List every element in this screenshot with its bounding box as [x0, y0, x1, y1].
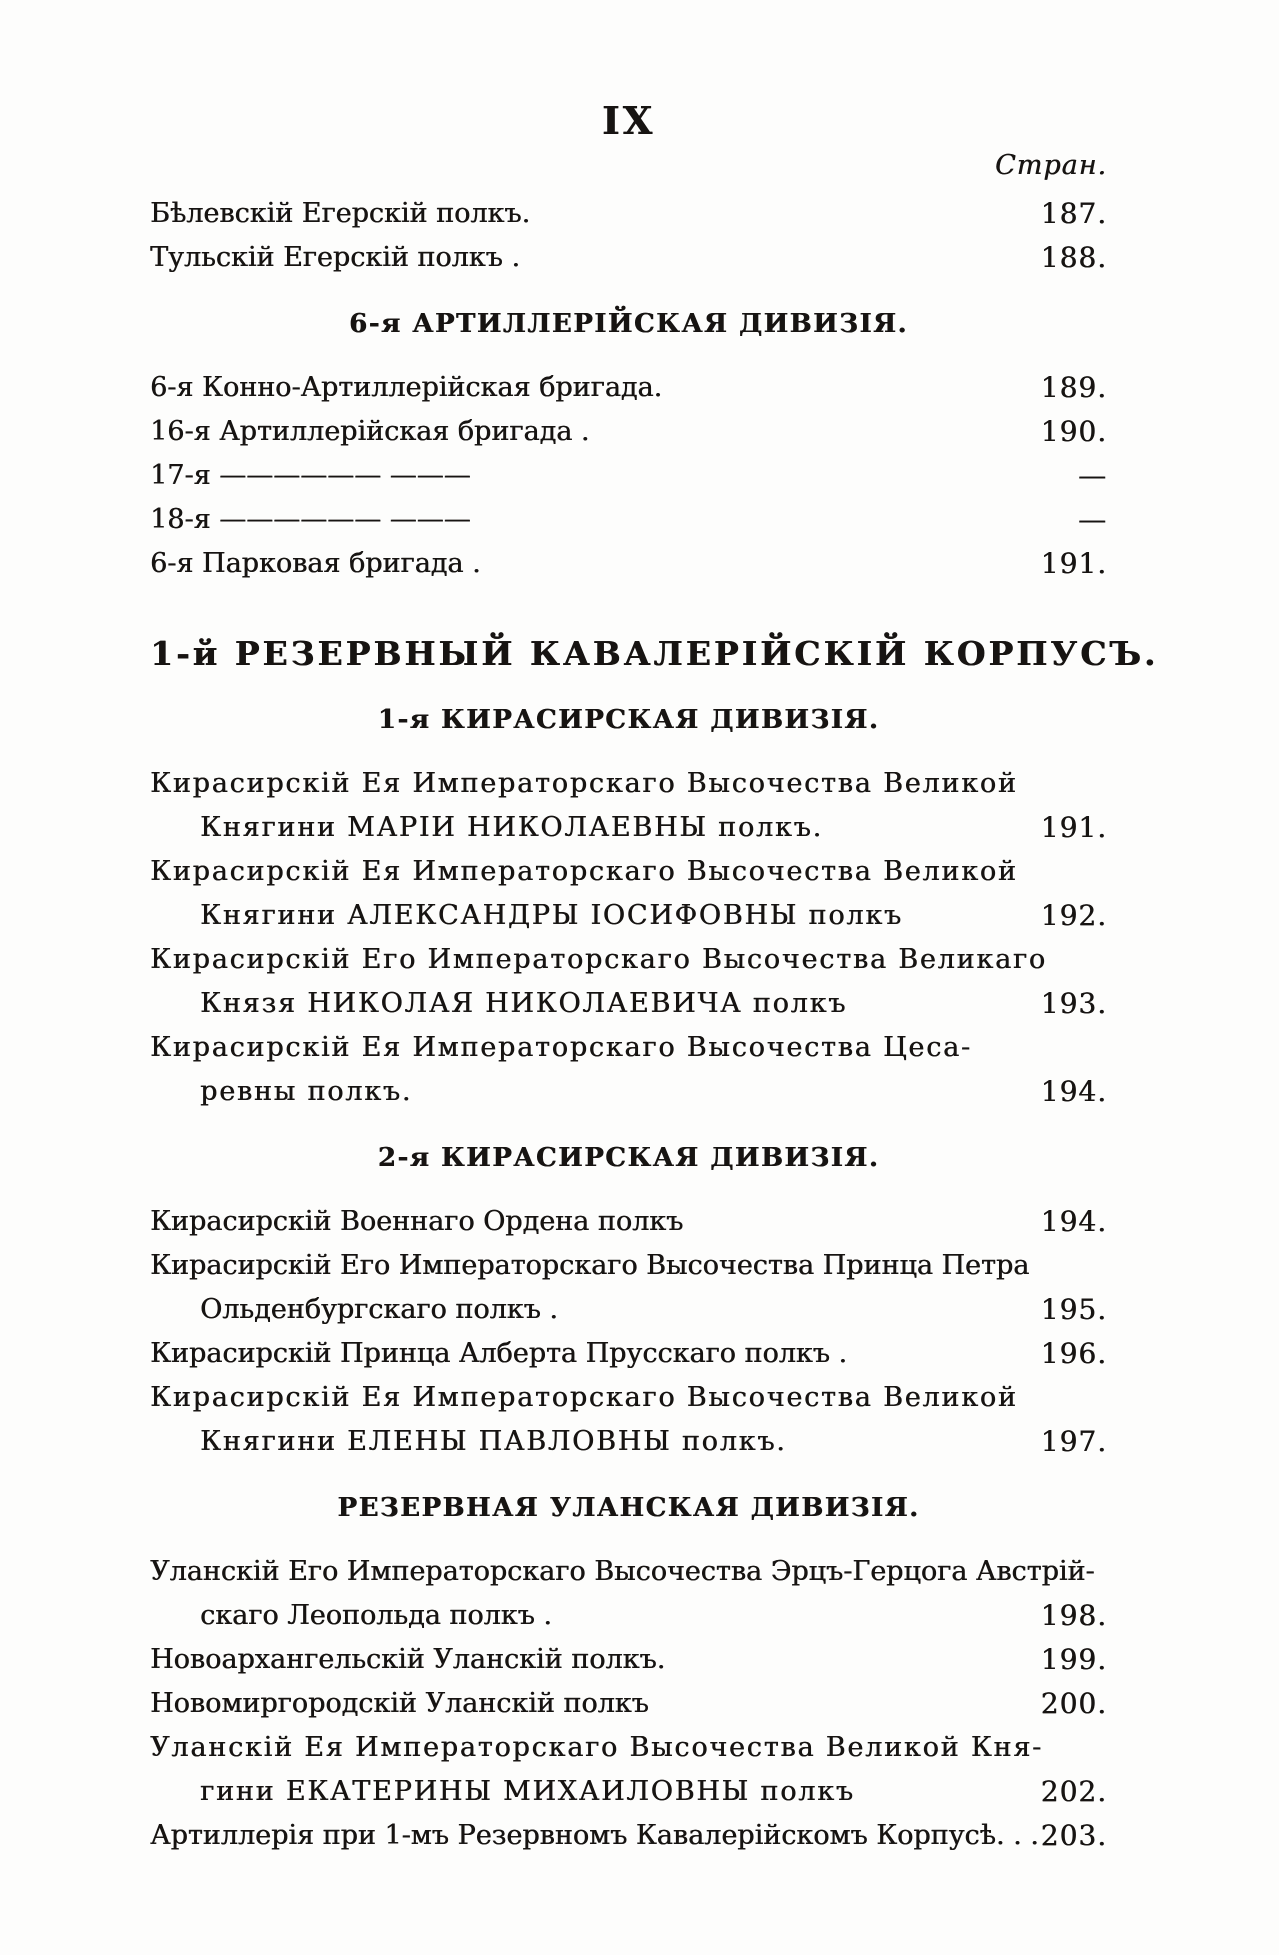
- entry-page-number: 192.: [1040, 899, 1107, 932]
- entry-page-number: 195.: [1040, 1293, 1107, 1326]
- entry-title-lines: [150, 236, 1011, 280]
- entry-page-number: 189.: [1040, 371, 1107, 404]
- entry-title-line: Кирасирскій Ея Императорскаго Высочества Великой: [150, 856, 1018, 887]
- entry-page-number: 191.: [1040, 811, 1107, 844]
- toc-section: [150, 703, 1107, 1114]
- entry-title-lines: [150, 410, 1011, 454]
- toc-entry: [150, 410, 1107, 454]
- entry-title-line: Княгини АЛЕКСАНДРЫ ІОСИФОВНЫ полкъ: [200, 900, 903, 931]
- entry-title-line: Уланскій Ея Императорскаго Высочества Великой Кня-: [150, 1732, 1043, 1763]
- entry-title-line: Кирасирскій Принца Алберта Прусскаго полкъ .: [150, 1338, 848, 1369]
- entry-page-number: 193.: [1040, 987, 1107, 1020]
- entry-title-line: Новоархангельскій Уланскій полкъ.: [150, 1644, 666, 1675]
- entry-title-line: Княгини МАРІИ НИКОЛАЕВНЫ полкъ.: [200, 812, 823, 843]
- entry-title-lines: [150, 1244, 1030, 1332]
- toc-entry: [150, 542, 1107, 586]
- toc-entry: [150, 192, 1107, 236]
- entry-title-line: Князя НИКОЛАЯ НИКОЛАЕВИЧА полкъ: [200, 988, 848, 1019]
- entry-title-lines: [150, 192, 1011, 236]
- entry-title-lines: [150, 1376, 1018, 1464]
- entry-title-line: скаго Леопольда полкъ .: [200, 1600, 552, 1631]
- entry-page-number: 202.: [1040, 1775, 1107, 1808]
- entry-title-line: Кирасирскій Ея Императорскаго Высочества Великой: [150, 1382, 1018, 1413]
- entry-page-number: 197.: [1040, 1425, 1107, 1458]
- entry-title-line: Кирасирскій Военнаго Ордена полкъ: [150, 1206, 684, 1237]
- toc-entry: [150, 1026, 1107, 1114]
- toc-section: [150, 1491, 1107, 1858]
- table-of-contents: [150, 192, 1159, 1858]
- division-heading: 1-я КИРАСИРСКАЯ ДИВИЗІЯ.: [377, 705, 880, 735]
- toc-entry: [150, 1200, 1107, 1244]
- entry-title-line: ревны полкъ.: [200, 1076, 413, 1107]
- entry-title-lines: [150, 850, 1018, 938]
- entry-page-number: 194.: [1040, 1075, 1107, 1108]
- toc-entry: [150, 1726, 1107, 1814]
- entry-title-line: 16-я Артиллерійская бригада .: [150, 416, 590, 447]
- corps-heading: 1-й РЕЗЕРВНЫЙ КАВАЛЕРІЙСКІЙ КОРПУСЪ.: [150, 634, 1159, 673]
- entry-page-number: 187.: [1040, 197, 1107, 230]
- toc-entry: [150, 498, 1107, 542]
- entry-title-lines: [150, 366, 1011, 410]
- entry-title-line: 6-я Парковая бригада .: [150, 548, 481, 579]
- entry-page-number: 191.: [1040, 547, 1107, 580]
- division-heading: 6-я АРТИЛЛЕРІЙСКАЯ ДИВИЗІЯ.: [349, 309, 908, 339]
- entry-title-line: Кирасирскій Ея Императорскаго Высочества Цеса-: [150, 1032, 972, 1063]
- entry-page-number: 188.: [1040, 241, 1107, 274]
- toc-section: [150, 307, 1107, 586]
- entry-title-line: 17-я —————— ———: [150, 460, 471, 491]
- entry-title-line: Артиллерія при 1-мъ Резервномъ Кавалерійскомъ Корпусѣ. . .: [150, 1820, 1039, 1851]
- entry-title-lines: [150, 542, 1011, 586]
- entry-title-line: Бѣлевскій Егерскій полкъ.: [150, 198, 531, 229]
- entry-title-lines: [150, 1200, 1011, 1244]
- entry-title-line: Новомиргородскій Уланскій полкъ: [150, 1688, 649, 1719]
- entry-title-lines: [150, 498, 1011, 542]
- entry-title-line: 18-я —————— ———: [150, 504, 471, 535]
- entry-title-line: Уланскій Его Императорскаго Высочества Эрцъ-Герцога Австрій-: [150, 1556, 1095, 1587]
- entry-page-number: 200.: [1040, 1687, 1107, 1720]
- entry-title-line: гини ЕКАТЕРИНЫ МИХАИЛОВНЫ полкъ: [200, 1776, 855, 1807]
- page-folio-number: IX: [601, 98, 656, 143]
- page-column-header: Стран.: [994, 150, 1107, 181]
- toc-entry: [150, 762, 1107, 850]
- division-heading: 2-я КИРАСИРСКАЯ ДИВИЗІЯ.: [377, 1143, 880, 1173]
- entry-title-line: Тульскій Егерскій полкъ .: [150, 242, 520, 273]
- entry-title-line: Кирасирскій Ея Императорскаго Высочества Великой: [150, 768, 1018, 799]
- toc-entry: [150, 454, 1107, 498]
- entry-page-number: 199.: [1040, 1643, 1107, 1676]
- toc-entry: [150, 1682, 1107, 1726]
- entry-title-lines: [150, 1814, 1039, 1858]
- entry-title-line: 6-я Конно-Артиллерійская бригада.: [150, 372, 663, 403]
- entry-title-lines: [150, 1682, 1011, 1726]
- entry-page-number: 190.: [1040, 415, 1107, 448]
- entry-page-number: 194.: [1040, 1205, 1107, 1238]
- entry-title-lines: [150, 1026, 1011, 1114]
- toc-entry: [150, 938, 1107, 1026]
- division-heading: РЕЗЕРВНАЯ УЛАНСКАЯ ДИВИЗІЯ.: [337, 1493, 920, 1523]
- toc-entry: [150, 1814, 1107, 1858]
- entry-page-number: 203.: [1040, 1819, 1107, 1852]
- entry-title-lines: [150, 1638, 1011, 1682]
- entry-page-number: 196.: [1040, 1337, 1107, 1370]
- entry-page-number: 198.: [1040, 1599, 1107, 1632]
- entry-title-line: Кирасирскій Его Императорскаго Высочества Великаго: [150, 944, 1047, 975]
- toc-section: [150, 192, 1107, 280]
- toc-entry: [150, 1244, 1107, 1332]
- toc-entry: [150, 366, 1107, 410]
- toc-section: [150, 632, 1159, 676]
- toc-entry: [150, 236, 1107, 280]
- toc-entry: [150, 1550, 1107, 1638]
- toc-section: [150, 1141, 1107, 1464]
- toc-entry: [150, 1638, 1107, 1682]
- entry-title-lines: [150, 1332, 1011, 1376]
- entry-title-line: Кирасирскій Его Императорскаго Высочества Принца Петра: [150, 1250, 1030, 1281]
- entry-title-lines: [150, 762, 1018, 850]
- toc-entry: [150, 850, 1107, 938]
- entry-page-number: —: [1078, 503, 1107, 536]
- entry-title-lines: [150, 454, 1011, 498]
- entry-title-lines: [150, 938, 1047, 1026]
- entry-page-number: —: [1078, 459, 1107, 492]
- toc-entry: [150, 1376, 1107, 1464]
- entry-title-line: Княгини ЕЛЕНЫ ПАВЛОВНЫ полкъ.: [200, 1426, 787, 1457]
- entry-title-line: Ольденбургскаго полкъ .: [200, 1294, 558, 1325]
- toc-entry: [150, 1332, 1107, 1376]
- entry-title-lines: [150, 1726, 1043, 1814]
